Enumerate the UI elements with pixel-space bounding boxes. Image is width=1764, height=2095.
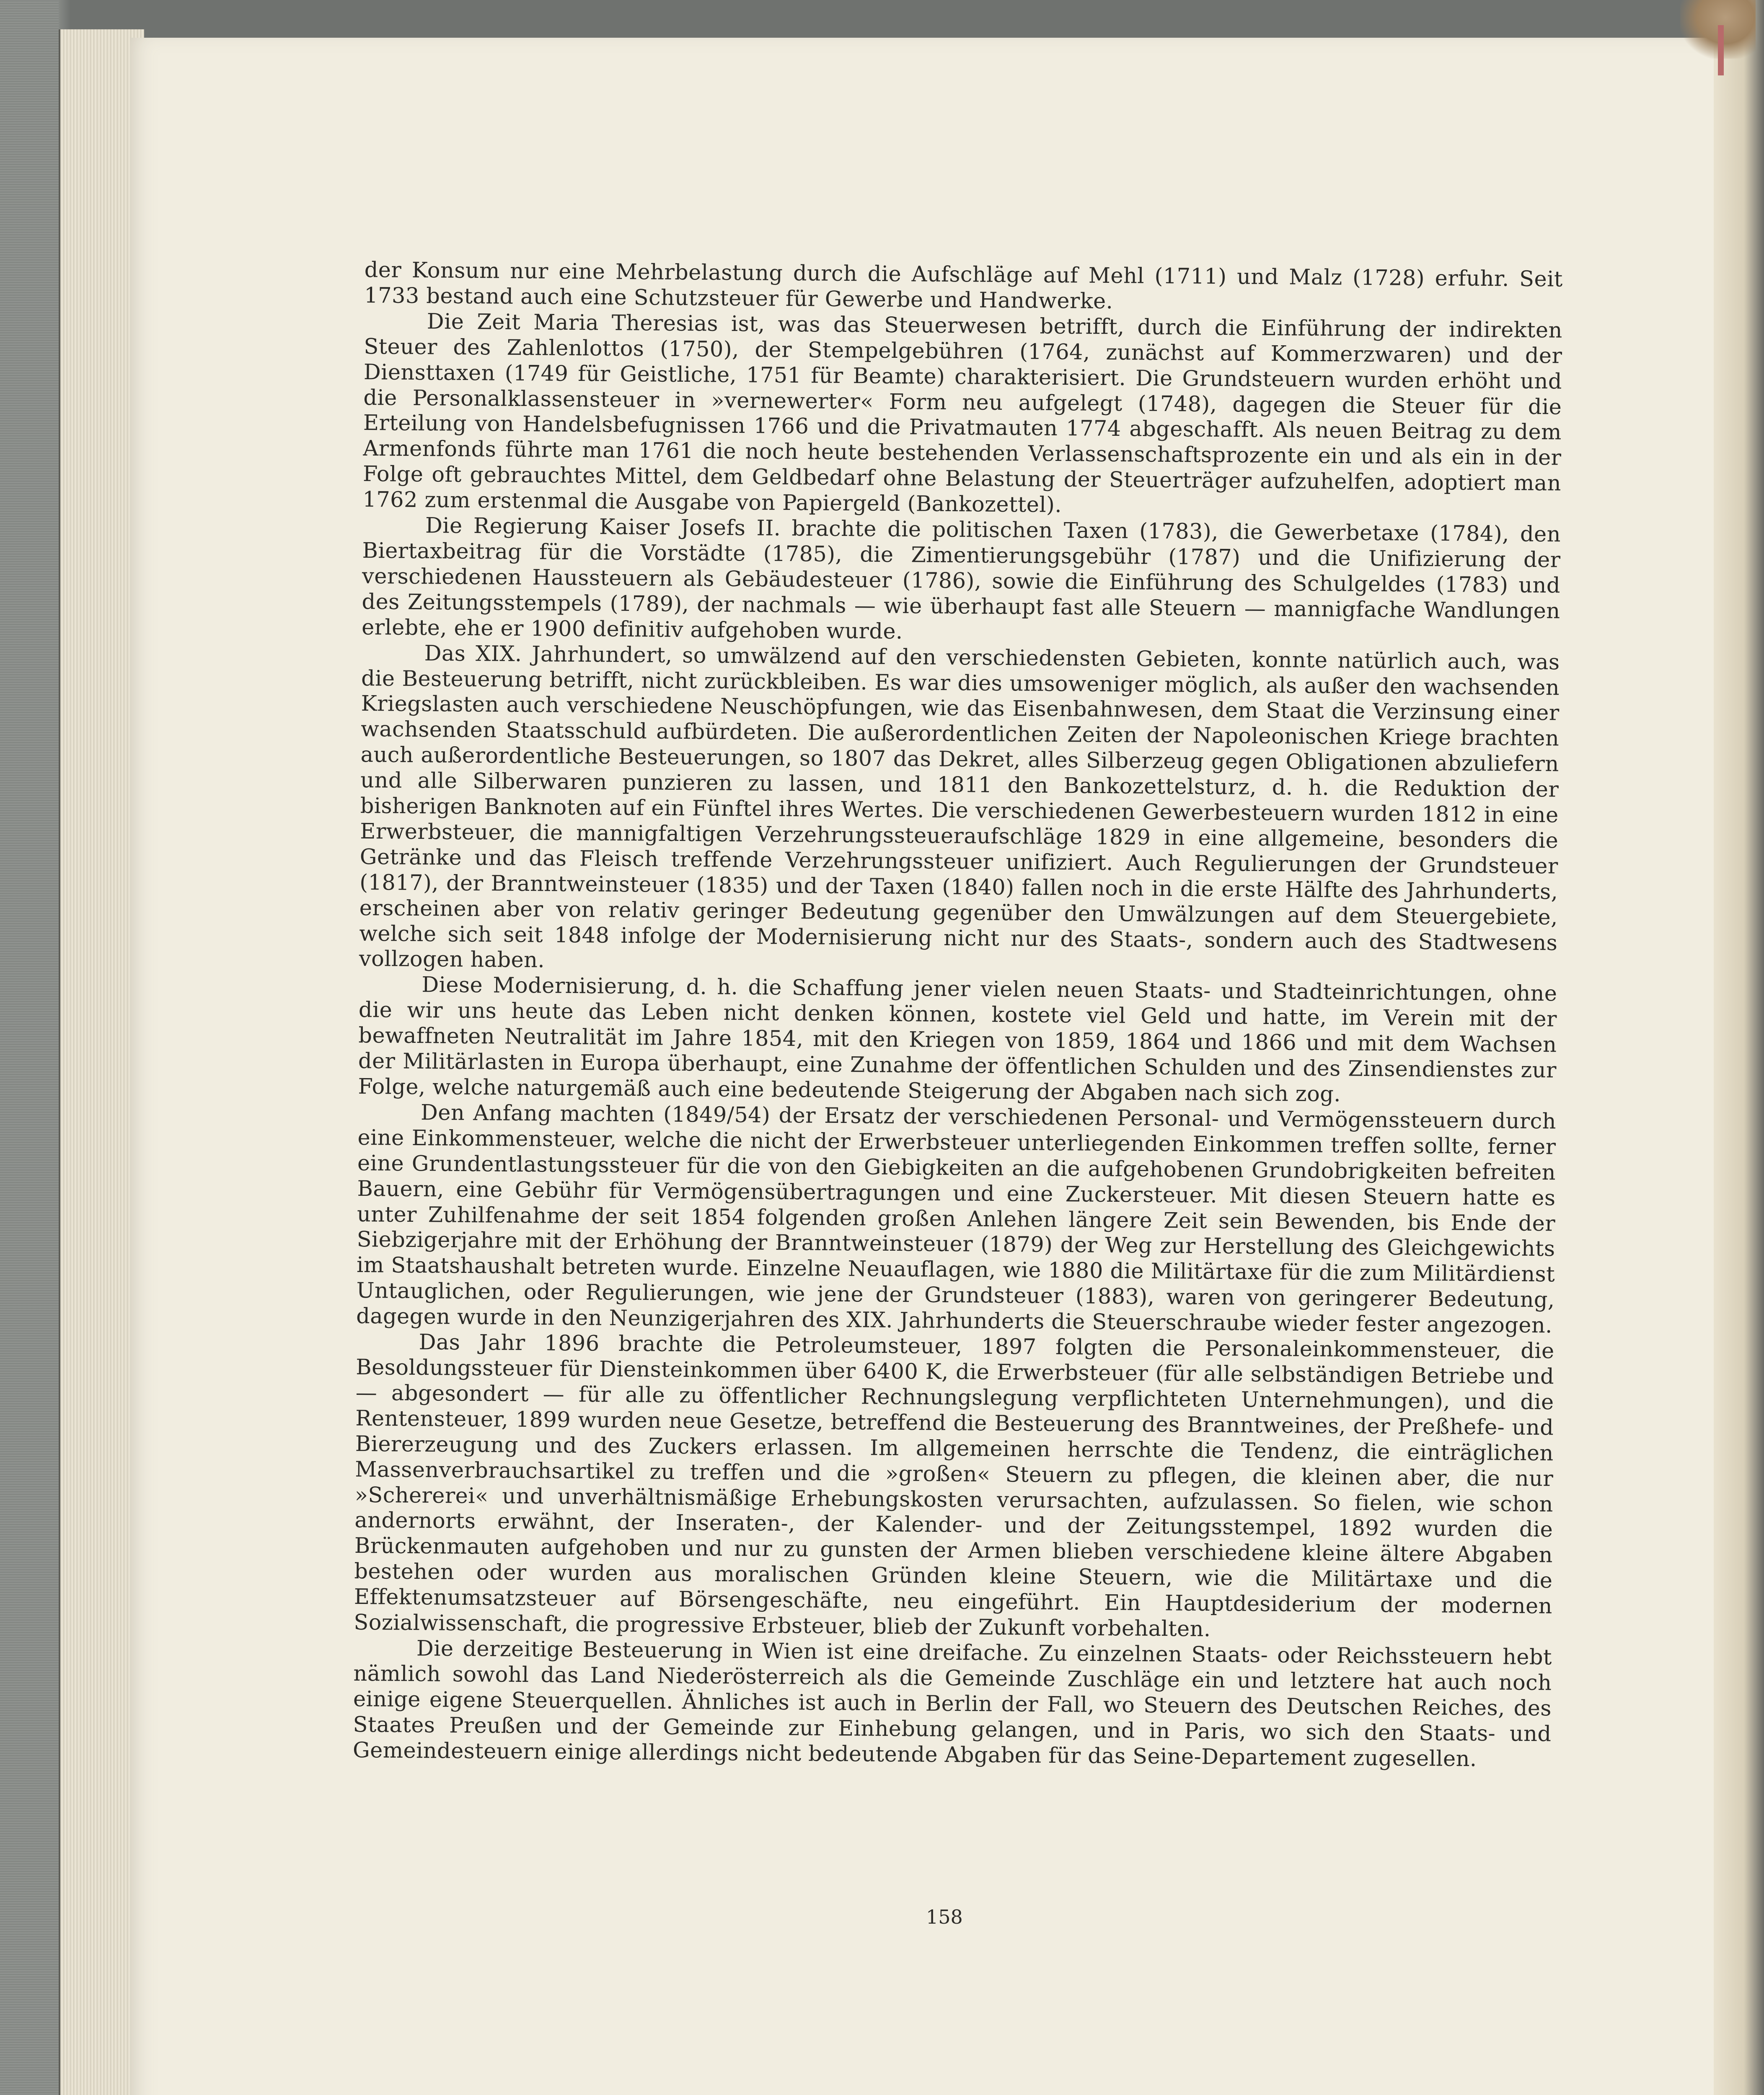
facing-page-edge [1714,0,1764,2095]
body-text [353,258,1563,1773]
paragraph: Den Anfang machten (1849/54) der Ersatz der verschiedenen Personal- und Vermögenssteuern durch eine Einkommensteuer, welche die nicht der Erwerbsteuer unterliegenden Einkommen treffen sollte, ferner eine Grundentlastungssteuer für die von den Giebigkeiten an die aufgehobenen Grundobrigkeiten befreiten Bauern, eine Gebühr für Vermögensübertragungen und eine Zuckersteuer. Mit diesen Steuern hatte es unter Zuhilfenahme der seit 1854 folgenden großen Anlehen längere Zeit sein Bewenden, bis Ende der Siebzigerjahre mit der Erhöhung der Branntweinsteuer (1879) der Weg zur Herstellung des Gleichgewichts im Staatshaushalt betreten wurde. Einzelne Neuauflagen, wie 1880 die Militärtaxe für die zum Militärdienst Untauglichen, oder Regulierungen, wie jene der Grundsteuer (1883), waren von geringerer Bedeutung, dagegen wurde in den Neunzigerjahren des XIX. Jahrhunderts die Steuerschraube wieder fester angezogen. [356,1100,1557,1338]
paragraph: Die derzeitige Besteuerung in Wien ist eine dreifache. Zu einzelnen Staats- oder Reichssteuern hebt nämlich sowohl das Land Niederösterreich als die Gemeinde Zuschläge ein und letztere hat auch noch einige eigene Steuerquellen. Ähnliches ist auch in Berlin der Fall, wo Steuern des Deutschen Reiches, des Staates Preußen und der Gemeinde zur Einhebung gelangen, und in Paris, wo sich den Staats- und Gemeindesteuern einige allerdings nicht bedeutende Abgaben für das Seine-Departement zugesellen. [352,1636,1552,1772]
paragraph: Das XIX. Jahrhundert, so umwälzend auf den verschiedensten Gebieten, konnte natürlich auch, was die Besteuerung betrifft, nicht zurückbleiben. Es war dies umsoweniger möglich, als außer den wachsenden Kriegslasten auch verschiedene Neuschöpfungen, wie das Eisenbahnwesen, dem Staat die Verzinsung einer wachsenden Staatsschuld aufbürdeten. Die außerordentlichen Zeiten der Napoleonischen Kriege brachten auch außerordentliche Besteuerungen, so 1807 das Dekret, alles Silberzeug gegen Obligationen abzuliefern und alle Silberwaren punzieren zu lassen, und 1811 den Bankozettelsturz, d. h. die Reduktion der bisherigen Banknoten auf ein Fünftel ihres Wertes. Die verschiedenen Gewerbesteuern wurden 1812 in eine Erwerbsteuer, die mannigfaltigen Verzehrungssteueraufschläge 1829 in eine allgemeine, besonders die Getränke und das Fleisch treffende Verzehrungssteuer unifiziert. Auch Regulierungen der Grundsteuer (1817), der Branntweinsteuer (1835) und der Taxen (1840) fallen noch in die erste Hälfte des Jahrhunderts, erscheinen aber von relativ geringer Bedeutung gegenüber den Umwälzungen auf dem Steuergebiete, welche sich seit 1848 infolge der Modernisierung nicht nur des Staats-, sondern auch des Stadtwesens vollzogen haben. [359,641,1560,973]
page-number: 158 [926,1906,963,1928]
book-cover-edge [0,0,59,2095]
paragraph: Diese Modernisierung, d. h. die Schaffung jener vielen neuen Staats- und Stadteinrichtungen, ohne die wir uns heute das Leben nicht denken können, kostete viel Geld und hatte, im Verein mit der bewaffneten Neutralität im Jahre 1854, mit den Kriegen von 1859, 1864 und 1866 und mit dem Wachsen der Militärlasten in Europa überhaupt, eine Zunahme der öffentlichen Schulden und des Zinsendienstes zur Folge, welche naturgemäß auch eine bedeutende Steigerung der Abgaben nach sich zog. [358,972,1557,1107]
paragraph: Die Regierung Kaiser Josefs II. brachte die politischen Taxen (1783), die Gewerbetaxe (1784), den Biertaxbeitrag für die Vorstädte (1785), die Zimentierungsgebühr (1787) und die Unifizierung der verschiedenen Haussteuern als Gebäudesteuer (1786), sowie die Einführung des Schulgeldes (1783) und des Zeitungsstempels (1789), der nachmals — wie überhaupt fast alle Steuern — mannigfache Wandlungen erlebte, ehe er 1900 definitiv aufgehoben wurde. [361,513,1561,644]
paragraph: Das Jahr 1896 brachte die Petroleumsteuer, 1897 folgten die Personaleinkommensteuer, die Besoldungssteuer für Diensteinkommen über 6400 K, die Erwerbsteuer (für alle selbständigen Betriebe und — abgesondert — für alle zu öffentlicher Rechnungslegung verpflichteten Unternehmungen), und die Rentensteuer, 1899 wurden neue Gesetze, betreffend die Besteuerung des Branntweines, der Preßhefe- und Biererzeugung und des Zuckers erlassen. Im allgemeinen herrschte die Tendenz, die einträglichen Massenverbrauchsartikel zu treffen und die »großen« Steuern zu pflegen, die kleinen aber, die nur »Schererei« und unverhältnismäßige Erhebungskosten verursachten, aufzulassen. So fielen, wie schon andernorts erwähnt, der Inseraten-, der Kalender- und der Zeitungsstempel, 1892 wurden die Brückenmauten aufgehoben und nur zu gunsten der Armen blieben verschiedene kleine ältere Abgaben bestehen oder wurden aus moralischen Gründen kleine Steuern, wie die Militärtaxe und die Effektenumsatzsteuer auf Börsengeschäfte, neu eingeführt. Ein Hauptdesiderium der modernen Sozialwissenschaft, die progressive Erbsteuer, blieb der Zukunft vorbehalten. [354,1330,1554,1642]
paragraph: Die Zeit Maria Theresias ist, was das Steuerwesen betrifft, durch die Einführung der indirekten Steuer des Zahlenlottos (1750), der Stempelgebühren (1764, zunächst auf Kommerzwaren) und der Diensttaxen (1749 für Geistliche, 1751 für Beamte) charakterisiert. Die Grundsteuern wurden erhöht und die Personalklassensteuer in »vernewerter« Form neu aufgelegt (1748), dagegen die Steuer für die Erteilung von Handelsbefugnissen 1766 und die Privatmauten 1774 abgeschafft. Als neuen Beitrag zu dem Armenfonds führte man 1761 die noch heute bestehenden Verlassenschaftsprozente ein und als ein in der Folge oft gebrauchtes Mittel, dem Geldbedarf ohne Belastung der Steuerträger aufzuhelfen, adoptiert man 1762 zum erstenmal die Ausgabe von Papiergeld (Bankozettel). [362,309,1562,518]
paragraph: der Konsum nur eine Mehrbelastung durch die Aufschläge auf Mehl (1711) und Malz (1728) erfuhr. Seit 1733 bestand auch eine Schutzsteuer für Gewerbe und Handwerke. [364,258,1563,314]
red-page-edge [1718,25,1724,75]
